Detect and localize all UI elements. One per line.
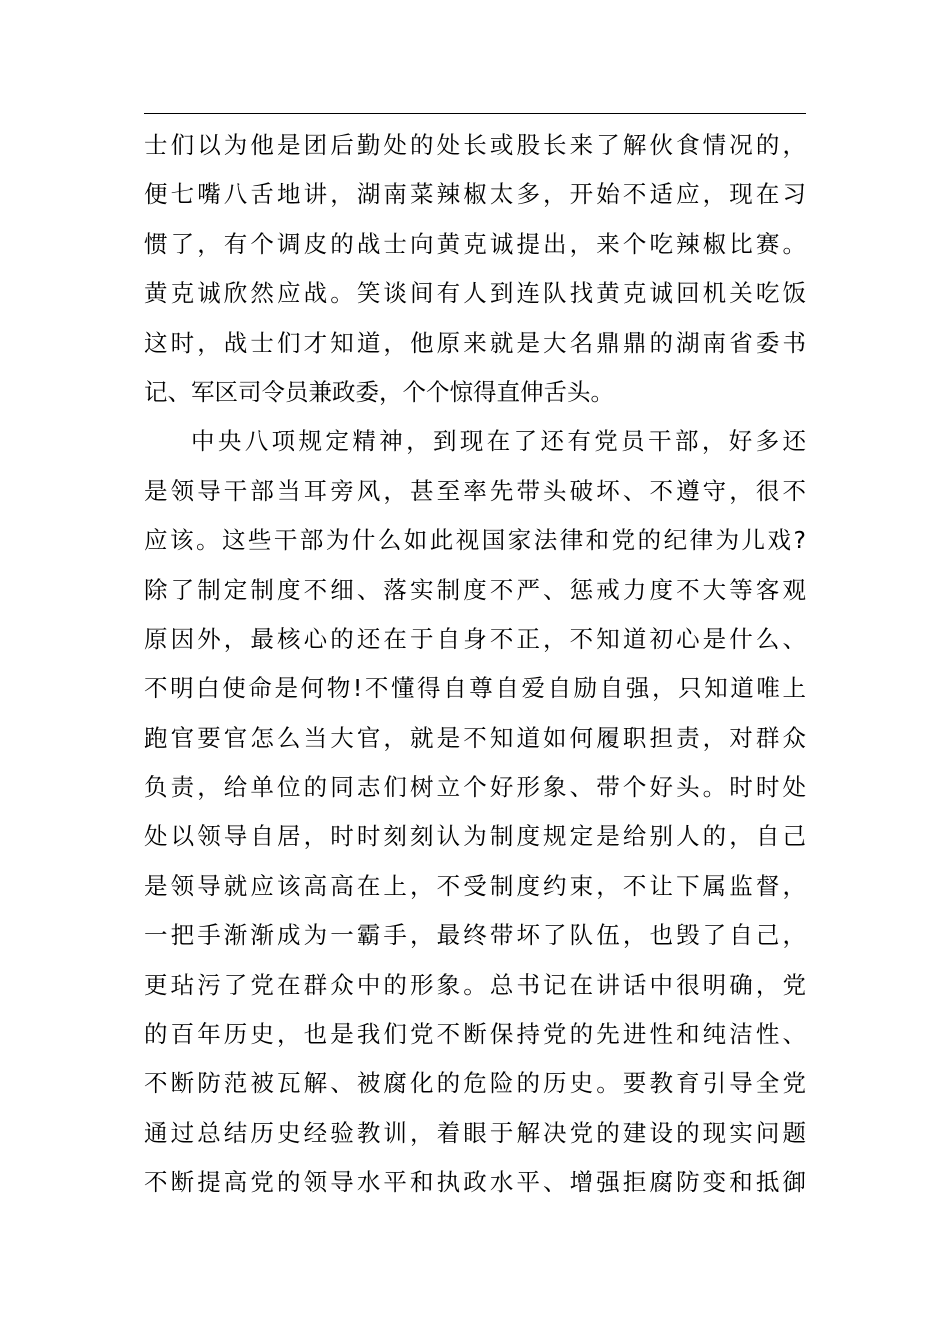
- text-line: 便七嘴八舌地讲，湖南菜辣椒太多，开始不适应，现在习: [144, 180, 806, 209]
- paragraph-2: [144, 417, 806, 1207]
- text-line: 不断防范被瓦解、被腐化的危险的历史。要教育引导全党: [144, 1069, 806, 1098]
- text-line: 的百年历史，也是我们党不断保持党的先进性和纯洁性、: [144, 1020, 806, 1049]
- text-line: 黄克诚欣然应战。笑谈间有人到连队找黄克诚回机关吃饭: [144, 279, 806, 308]
- text-line: 通过总结历史经验教训，着眼于解决党的建设的现实问题: [144, 1118, 806, 1147]
- text-line: 是领导干部当耳旁风，甚至率先带头破坏、不遵守，很不: [144, 476, 806, 505]
- text-line: 负责，给单位的同志们树立个好形象、带个好头。时时处: [144, 773, 806, 802]
- text-line: 不明白使命是何物!不懂得自尊自爱自励自强，只知道唯上: [144, 674, 806, 703]
- text-line: 记、军区司令员兼政委，个个惊得直伸舌头。: [144, 377, 614, 406]
- header-rule: [144, 113, 806, 114]
- text-line: 是领导就应该高高在上，不受制度约束，不让下属监督，: [144, 871, 806, 900]
- text-line: 跑官要官怎么当大官，就是不知道如何履职担责，对群众: [144, 723, 806, 752]
- text-line: 一把手渐渐成为一霸手，最终带坏了队伍，也毁了自己，: [144, 921, 806, 950]
- text-line: 中央八项规定精神，到现在了还有党员干部，好多还: [191, 427, 806, 456]
- text-line: 惯了，有个调皮的战士向黄克诚提出，来个吃辣椒比赛。: [144, 229, 806, 258]
- text-line: 原因外，最核心的还在于自身不正，不知道初心是什么、: [144, 624, 806, 653]
- text-line: 应该。这些干部为什么如此视国家法律和党的纪律为儿戏?: [144, 526, 806, 555]
- text-line: 更玷污了党在群众中的形象。总书记在讲话中很明确，党: [144, 970, 806, 999]
- paragraph-1: [144, 121, 806, 417]
- text-line: 除了制定制度不细、落实制度不严、惩戒力度不大等客观: [144, 575, 806, 604]
- text-line: 士们以为他是团后勤处的处长或股长来了解伙食情况的，: [144, 131, 806, 159]
- text-line: 处以领导自居，时时刻刻认为制度规定是给别人的，自己: [144, 822, 806, 851]
- text-line: 不断提高党的领导水平和执政水平、增强拒腐防变和抵御: [144, 1168, 806, 1197]
- document-body: [144, 121, 806, 1208]
- text-line: 这时，战士们才知道，他原来就是大名鼎鼎的湖南省委书: [144, 328, 806, 357]
